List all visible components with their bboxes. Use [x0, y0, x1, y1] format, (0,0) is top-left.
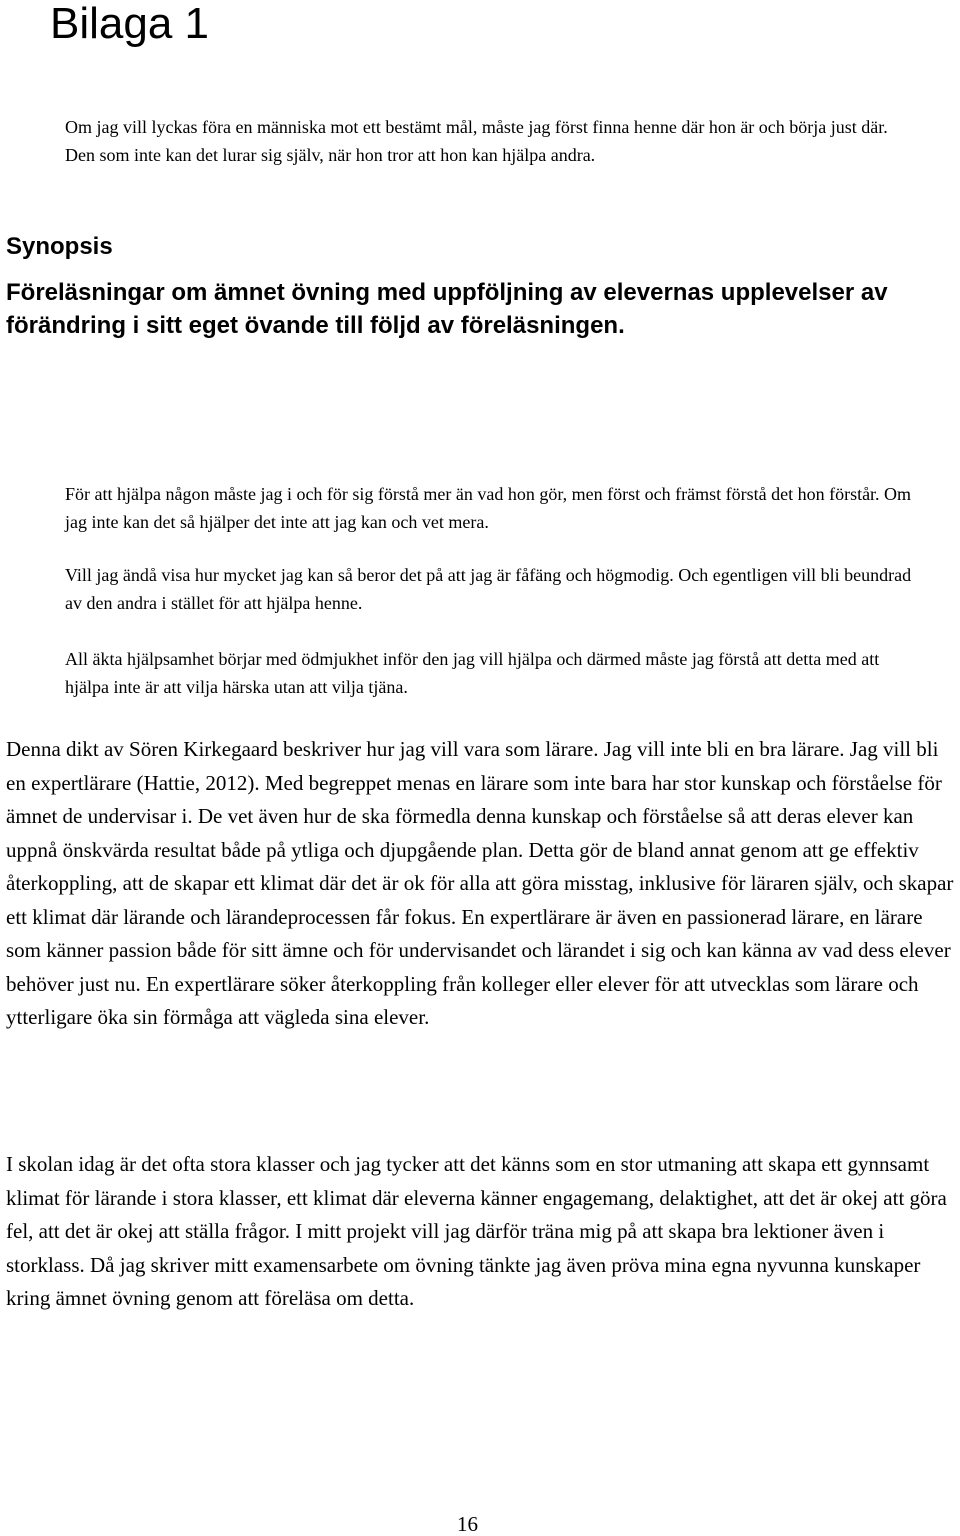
quote-paragraph: All äkta hjälpsamhet börjar med ödmjukhet inför den jag vill hjälpa och därmed måste jag förstå att detta med att hjälpa inte är att vilja härska utan att vilja tjäna. — [65, 649, 880, 697]
quote-paragraph: Om jag vill lyckas föra en människa mot ett bestämt mål, måste jag först finna henne där hon är och börja just där. Den som inte kan det lurar sig själv, när hon tror att hon kan hjälpa andra. — [65, 117, 888, 165]
appendix-heading: Bilaga 1 — [50, 0, 210, 48]
quote-paragraph: För att hjälpa någon måste jag i och för sig förstå mer än vad hon gör, men först och främst förstå det hon förstår. Om jag inte kan det så hjälper det inte att jag kan och vet mera. — [65, 484, 912, 532]
body-paragraph: Denna dikt av Sören Kirkegaard beskriver hur jag vill vara som lärare. Jag vill inte bli en bra lärare. Jag vill bli en expertlärare (Hattie, 2012). Med begreppet menas en lärare som inte bara har stor kunskap och förståelse för ämnet de undervisar i. De vet även hur de ska förmedla denna kunskap och förståelse så att deras elever kan uppnå önskvärda resultat både på ytliga och djupgående plan. Detta gör de bland annat genom att ge effektiv återkoppling, att de skapar ett klimat där det är ok för alla att göra misstag, inklusive för läraren själv, och skapar ett klimat där lärande och lärandeprocessen får fokus. En expertlärare är även en passionerad lärare, en lärare som känner passion både för sitt ämne och för undervisandet och lärandet i sig och kan känna av vad dess elever behöver just nu. En expertlärare söker återkoppling från kolleger eller elever för att utvecklas som lärare och ytterligare öka sin förmåga att vägleda sina elever. — [6, 737, 954, 1029]
body-paragraph: I skolan idag är det ofta stora klasser och jag tycker att det känns som en stor utmaning att skapa ett gynnsamt klimat för lärande i stora klasser, ett klimat där eleverna känner engagemang, delaktighet, att det är okej att göra fel, att det är okej att ställa frågor. I mitt projekt vill jag därför träna mig på att skapa bra lektioner även i storklass. Då jag skriver mitt examensarbete om övning tänkte jag även pröva mina egna nyvunna kunskaper kring ämnet övning genom att föreläsa om detta. — [6, 1152, 947, 1310]
page-number: 16 — [457, 1512, 478, 1536]
quote-paragraph: Vill jag ändå visa hur mycket jag kan så beror det på att jag är fåfäng och högmodig. Och egentligen vill bli beundrad av den andra i stället för att hjälpa henne. — [65, 565, 912, 613]
synopsis-heading: Synopsis — [6, 233, 113, 260]
synopsis-title: Föreläsningar om ämnet övning med uppföljning av elevernas upplevelser av förändring i sitt eget övande till följd av föreläsningen. — [6, 279, 888, 339]
